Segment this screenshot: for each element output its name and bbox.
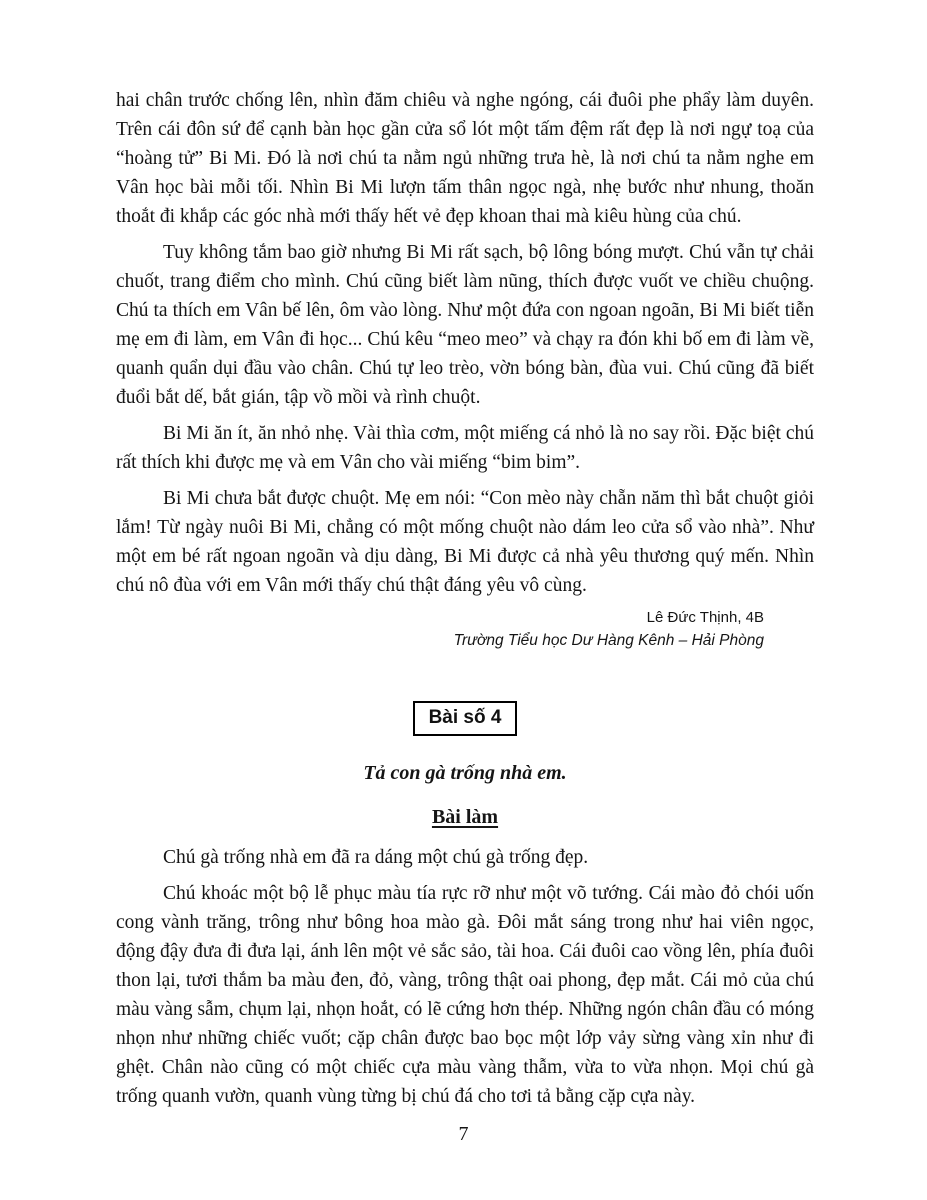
cat-essay-paragraph-1: hai chân trước chống lên, nhìn đăm chiêu và nghe ngóng, cái đuôi phe phẩy làm duyên. Trên cái đôn sứ để cạnh bàn học gần cửa sổ lót một tấm đệm rất đẹp là nơi ngự toạ của “hoàng tử” Bi Mi. Đó là nơi chú ta nằm ngủ những trưa hè, là nơi chú ta nằm nghe em Vân học bài mỗi tối. Nhìn Bi Mi lượn tấm thân ngọc ngà, nhẹ bước như nhung, thoăn thoắt đi khắp các góc nhà mới thấy hết vẻ đẹp khoan thai mà kiêu hùng của chú. bbox=[116, 90, 814, 227]
cat-essay-paragraph-2: Tuy không tắm bao giờ nhưng Bi Mi rất sạch, bộ lông bóng mượt. Chú vẫn tự chải chuốt, trang điểm cho mình. Chú cũng biết làm nũng, thích được vuốt ve chiều chuộng. Chú ta thích em Vân bế lên, ôm vào lòng. Như một đứa con ngoan ngoãn, Bi Mi biết tiễn mẹ em đi làm, em Vân đi học... Chú kêu “meo meo” và chạy ra đón khi bố em đi làm về, quanh quẩn dụi đầu vào chân. Chú tự leo trèo, vờn bóng bàn, đùa vui. Chú cũng đã biết đuổi bắt dế, bắt gián, tập vồ mồi và rình chuột. bbox=[116, 242, 814, 408]
essay-title: Tả con gà trống nhà em. bbox=[363, 762, 567, 784]
rooster-essay-paragraph-2: Chú khoác một bộ lễ phục màu tía rực rỡ như một võ tướng. Cái mào đỏ chói uốn cong vành trăng, trông như bông hoa mào gà. Đôi mắt sáng trong như hai viên ngọc, động đậy đưa đi đưa lại, ánh lên một vẻ sắc sảo, tài hoa. Cái đuôi cao vồng lên, phía đuôi thon lại, tươi thắm ba màu đen, đỏ, vàng, trông thật oai phong, đẹp mắt. Cái mỏ của chú màu vàng sẫm, chụm lại, nhọn hoắt, có lẽ cứng hơn thép. Những ngón chân đầu có móng nhọn như những chiếc vuốt; cặp chân được bao bọc một lớp vảy sừng vàng xỉn như đi ghệt. Chân nào cũng có một chiếc cựa màu vàng thẫm, vừa to vừa nhọn. Mọi chú gà trống quanh vườn, quanh vùng từng bị chú đá cho tơi tả bằng cặp cựa này. bbox=[116, 883, 814, 1107]
bai-lam-heading: Bài làm bbox=[431, 806, 499, 828]
cat-essay-paragraph-4: Bi Mi chưa bắt được chuột. Mẹ em nói: “Con mèo này chẵn năm thì bắt chuột giỏi lắm! Từ ngày nuôi Bi Mi, chẳng có một mống chuột nào dám leo cửa sổ vào nhà”. Như một em bé rất ngoan ngoãn và dịu dàng, Bi Mi được cả nhà yêu thương quý mến. Nhìn chú nô đùa với em Vân mới thấy chú thật đáng yêu vô cùng. bbox=[116, 488, 814, 596]
page-content bbox=[116, 86, 814, 1118]
rooster-essay-paragraph-1: Chú gà trống nhà em đã ra dáng một chú gà trống đẹp. bbox=[163, 847, 589, 868]
page-number: 7 bbox=[458, 1123, 469, 1145]
cat-essay-paragraph-3: Bi Mi ăn ít, ăn nhỏ nhẹ. Vài thìa cơm, một miếng cá nhỏ là no say rồi. Đặc biệt chú rất thích khi được mẹ và em Vân cho vài miếng “bim bim”. bbox=[116, 423, 814, 473]
attribution-block bbox=[116, 607, 814, 653]
lesson-number-box: Bài số 4 bbox=[413, 701, 518, 736]
lesson-box-container bbox=[116, 701, 814, 736]
author-name: Lê Đức Thịnh, 4B bbox=[646, 609, 764, 626]
school-name: Trường Tiểu học Dư Hàng Kênh – Hải Phòng bbox=[453, 632, 764, 649]
